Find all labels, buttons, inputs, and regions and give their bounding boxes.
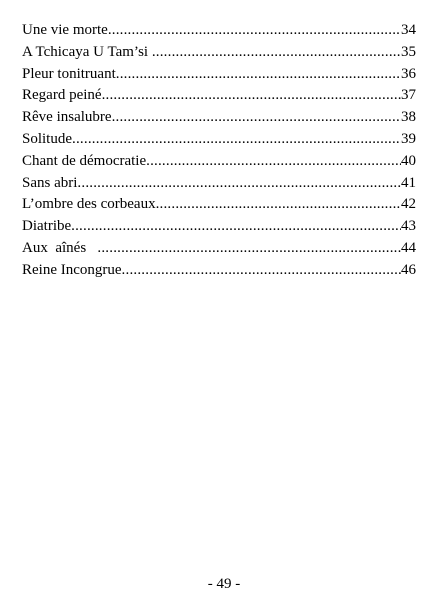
toc-entry-title: Rêve insalubre (22, 109, 112, 126)
toc-entry (22, 173, 416, 195)
toc-entry-title: Aux aînés (22, 239, 98, 256)
toc-entry-page: 42 (401, 196, 416, 213)
toc-entry-title: Solitude (22, 130, 73, 147)
table-of-contents (22, 20, 416, 282)
toc-entry-title: Sans abri (22, 174, 78, 191)
dot-leader (71, 216, 401, 238)
dot-leader (102, 85, 401, 107)
toc-entry-title: Diatribe (22, 218, 72, 235)
toc-entry-page: 37 (401, 87, 416, 104)
toc-entry-page: 34 (401, 22, 416, 38)
toc-entry-page: 35 (401, 43, 416, 60)
toc-entry-title: A Tchicaya U Tam’si (22, 43, 152, 60)
page-number: - 49 - (207, 576, 241, 592)
toc-entry (22, 151, 416, 173)
toc-entry-page: 43 (401, 218, 416, 235)
toc-entry-page: 38 (401, 109, 416, 126)
toc-entry (22, 85, 416, 107)
toc-entry (22, 238, 416, 260)
toc-entry (22, 216, 416, 238)
dot-leader (108, 20, 401, 42)
toc-entry (22, 64, 416, 86)
dot-leader (156, 194, 401, 216)
toc-entry (22, 107, 416, 129)
dot-leader (152, 42, 401, 64)
dot-leader (97, 238, 401, 260)
toc-entry-page: 36 (401, 65, 416, 82)
toc-entry-page: 39 (401, 130, 416, 147)
toc-entry-title: Reine Incongrue (22, 261, 122, 278)
toc-entry-page: 44 (401, 239, 416, 256)
dot-leader (77, 173, 401, 195)
toc-entry-title: Une vie morte (22, 22, 108, 38)
dot-leader (116, 64, 401, 86)
toc-entry (22, 129, 416, 151)
dot-leader (122, 260, 401, 282)
dot-leader (146, 151, 401, 173)
toc-entry-title: Pleur tonitruant (22, 65, 116, 82)
toc-entry (22, 20, 416, 42)
toc-entry-title: Chant de démocratie (22, 152, 147, 169)
toc-entry-page: 41 (401, 174, 416, 191)
toc-entry (22, 260, 416, 282)
toc-entry (22, 42, 416, 64)
toc-entry (22, 194, 416, 216)
toc-entry-title: L’ombre des corbeaux (22, 196, 156, 213)
dot-leader (112, 107, 401, 129)
toc-entry-page: 40 (401, 152, 416, 169)
toc-entry-page: 46 (401, 261, 416, 278)
toc-entry-title: Regard peiné (22, 87, 102, 104)
dot-leader (72, 129, 401, 151)
